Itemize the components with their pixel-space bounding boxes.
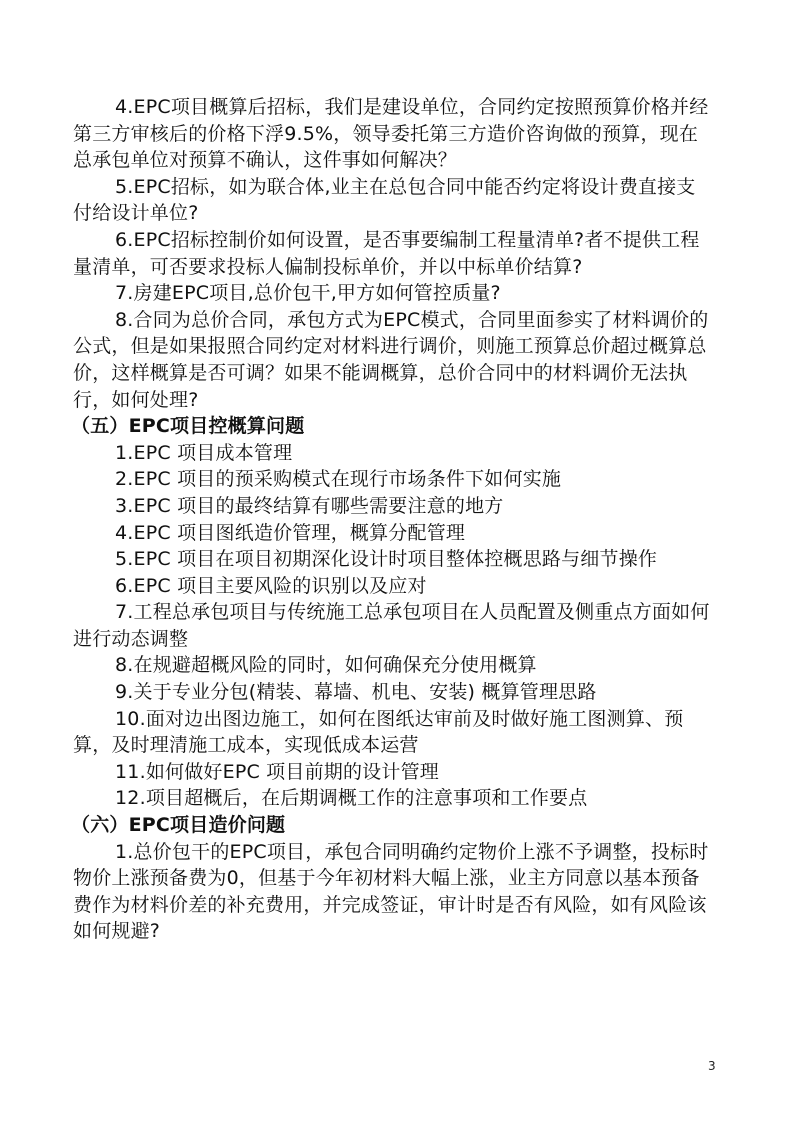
paragraph-q7: 7.房建EPC项目,总价包干,甲方如何管控质量? [115, 282, 501, 305]
paragraph-q5: 5.EPC招标，如为联合体,业主在总包合同中能否约定将设计费直接支付给设计单位? [73, 175, 696, 225]
list-item: 4.EPC 项目图纸造价管理，概算分配管理 [115, 521, 466, 544]
list-item: 11.如何做好EPC 项目前期的设计管理 [115, 760, 439, 783]
section-heading-5: （五）EPC项目控概算问题 [71, 415, 305, 438]
list-item: 7.工程总承包项目与传统施工总承包项目在人员配置及侧重点方面如何进行动态调整 [73, 601, 710, 650]
list-item: 5.EPC 项目在项目初期深化设计时项目整体控概思路与细节操作 [115, 548, 658, 571]
list-item: 9.关于专业分包(精装、幕墙、机电、安装) 概算管理思路 [115, 681, 597, 704]
paragraph-q4: 4.EPC项目概算后招标，我们是建设单位，合同约定按照预算价格并经第三方审核后的价格下浮9.5%，领导委托第三方造价咨询做的预算，现在总承包单位对预算不确认，这件事如何解决？ [73, 96, 709, 172]
list-item: 3.EPC 项目的最终结算有哪些需要注意的地方 [115, 494, 504, 517]
list-item: 2.EPC 项目的预采购模式在现行市场条件下如何实施 [115, 468, 562, 491]
document-body [73, 94, 713, 945]
paragraph-q6: 6.EPC招标控制价如何设置，是否事要编制工程量清单?者不提供工程量清单，可否要求投标人偏制投标单价，并以中标单价结算? [73, 228, 700, 278]
page-number: 3 [708, 1059, 716, 1073]
list-item: 6.EPC 项目主要风险的识别以及应对 [115, 574, 427, 597]
list-item: 12.项目超概后，在后期调概工作的注意事项和工作要点 [115, 787, 588, 810]
list-item: 10.面对边出图边施工，如何在图纸达审前及时做好施工图测算、预算，及时理清施工成本，实现低成本运营 [73, 707, 684, 757]
section-heading-6: （六）EPC项目造价问题 [71, 814, 286, 837]
list-item: 8.在规避超概风险的同时，如何确保充分使用概算 [115, 654, 537, 677]
paragraph-q8: 8.合同为总价合同，承包方式为EPC模式，合同里面参实了材料调价的公式，但是如果报照合同约定对材料进行调价，则施工预算总价超过概算总价，这样概算是否可调？如果不能调概算，总价合同中的材料调价无法执行，如何处理? [73, 308, 709, 411]
list-item: 1.EPC 项目成本管理 [115, 441, 293, 464]
list-item: 1.总价包干的EPC项目，承包合同明确约定物价上涨不予调整，投标时物价上涨预备费为0，但基于今年初材料大幅上涨，业主方同意以基本预备费作为材料价差的补充费用，并完成签证，审计时是否有风险，如有风险该如何规避? [73, 840, 709, 943]
